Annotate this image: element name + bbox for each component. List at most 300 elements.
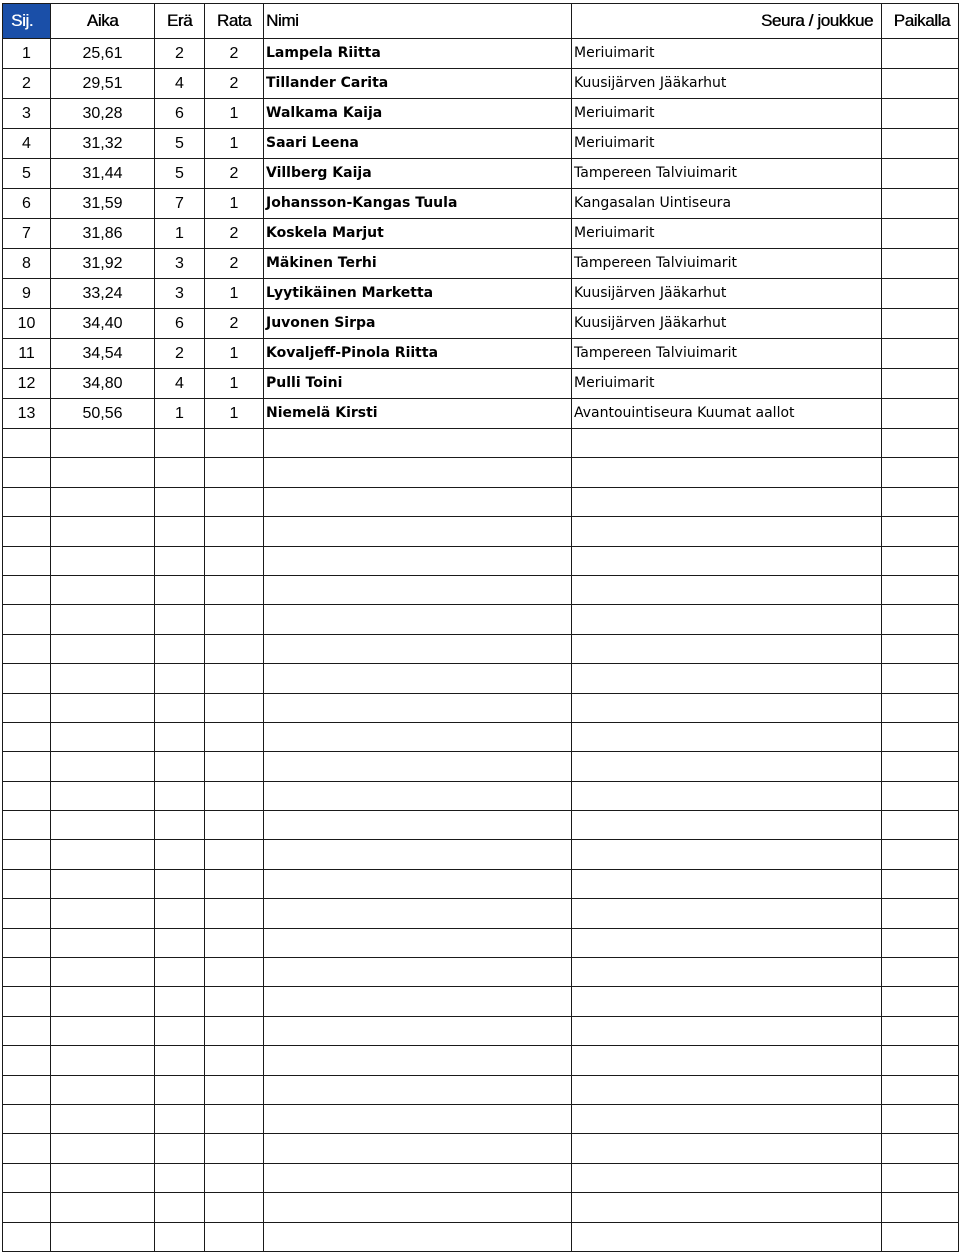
empty-cell[interactable] xyxy=(205,1075,264,1104)
cell-seura: Meriuimarit xyxy=(572,129,882,159)
cell-rata: 1 xyxy=(205,369,264,399)
empty-cell[interactable] xyxy=(572,899,882,928)
empty-row xyxy=(3,693,959,722)
empty-cell[interactable] xyxy=(3,1193,51,1222)
empty-row xyxy=(3,546,959,575)
cell-rata: 2 xyxy=(205,219,264,249)
empty-cell[interactable] xyxy=(882,1163,959,1192)
table-row xyxy=(3,339,959,369)
empty-row xyxy=(3,840,959,869)
empty-cell[interactable] xyxy=(572,1104,882,1133)
cell-era: 5 xyxy=(155,129,205,159)
empty-cell[interactable] xyxy=(882,781,959,810)
empty-cell[interactable] xyxy=(3,1046,51,1075)
empty-cell[interactable] xyxy=(264,487,572,516)
cell-rata: 1 xyxy=(205,129,264,159)
empty-cell[interactable] xyxy=(3,605,51,634)
empty-cell[interactable] xyxy=(264,958,572,987)
cell-aika: 34,54 xyxy=(51,339,155,369)
empty-cell[interactable] xyxy=(155,1193,205,1222)
empty-cell[interactable] xyxy=(264,722,572,751)
table-row xyxy=(3,279,959,309)
table-row xyxy=(3,129,959,159)
empty-cell[interactable] xyxy=(264,1104,572,1133)
empty-cell[interactable] xyxy=(205,752,264,781)
empty-row xyxy=(3,1016,959,1045)
empty-cell[interactable] xyxy=(572,987,882,1016)
empty-cell[interactable] xyxy=(882,722,959,751)
empty-cell[interactable] xyxy=(572,429,882,458)
empty-cell[interactable] xyxy=(155,546,205,575)
empty-cell[interactable] xyxy=(205,811,264,840)
empty-cell[interactable] xyxy=(572,546,882,575)
empty-cell[interactable] xyxy=(572,722,882,751)
empty-cell[interactable] xyxy=(572,1134,882,1163)
cell-paikalla[interactable] xyxy=(882,189,959,219)
empty-cell[interactable] xyxy=(155,722,205,751)
empty-cell[interactable] xyxy=(51,605,155,634)
empty-cell[interactable] xyxy=(155,664,205,693)
table-row xyxy=(3,159,959,189)
empty-cell[interactable] xyxy=(205,693,264,722)
cell-paikalla[interactable] xyxy=(882,99,959,129)
empty-row xyxy=(3,1134,959,1163)
empty-cell[interactable] xyxy=(155,958,205,987)
empty-row xyxy=(3,1104,959,1133)
empty-cell[interactable] xyxy=(572,1193,882,1222)
empty-cell[interactable] xyxy=(3,781,51,810)
cell-sij: 12 xyxy=(3,369,51,399)
cell-seura: Meriuimarit xyxy=(572,219,882,249)
empty-row xyxy=(3,458,959,487)
empty-cell[interactable] xyxy=(51,869,155,898)
empty-row xyxy=(3,987,959,1016)
empty-row xyxy=(3,517,959,546)
empty-cell[interactable] xyxy=(572,575,882,604)
empty-cell[interactable] xyxy=(572,752,882,781)
empty-cell[interactable] xyxy=(264,458,572,487)
empty-cell[interactable] xyxy=(572,605,882,634)
empty-cell[interactable] xyxy=(205,634,264,663)
cell-paikalla[interactable] xyxy=(882,369,959,399)
empty-cell[interactable] xyxy=(205,869,264,898)
results-body xyxy=(3,39,959,1252)
empty-cell[interactable] xyxy=(572,1046,882,1075)
empty-cell[interactable] xyxy=(51,546,155,575)
table-row xyxy=(3,399,959,429)
empty-cell[interactable] xyxy=(264,987,572,1016)
empty-cell[interactable] xyxy=(882,487,959,516)
cell-sij: 7 xyxy=(3,219,51,249)
empty-cell[interactable] xyxy=(572,1163,882,1192)
empty-cell[interactable] xyxy=(264,1016,572,1045)
empty-cell[interactable] xyxy=(264,1222,572,1251)
empty-cell[interactable] xyxy=(264,664,572,693)
empty-cell[interactable] xyxy=(155,811,205,840)
empty-cell[interactable] xyxy=(882,1104,959,1133)
cell-paikalla[interactable] xyxy=(882,219,959,249)
empty-cell[interactable] xyxy=(572,1222,882,1251)
empty-cell[interactable] xyxy=(51,1046,155,1075)
empty-cell[interactable] xyxy=(882,605,959,634)
empty-row xyxy=(3,1222,959,1251)
empty-row xyxy=(3,958,959,987)
cell-rata: 1 xyxy=(205,339,264,369)
empty-row xyxy=(3,575,959,604)
empty-cell[interactable] xyxy=(3,869,51,898)
empty-cell[interactable] xyxy=(264,1163,572,1192)
empty-cell[interactable] xyxy=(3,693,51,722)
table-row xyxy=(3,369,959,399)
cell-nimi: Johansson-Kangas Tuula xyxy=(264,189,572,219)
empty-cell[interactable] xyxy=(882,899,959,928)
cell-rata: 2 xyxy=(205,309,264,339)
empty-cell[interactable] xyxy=(264,928,572,957)
cell-era: 6 xyxy=(155,99,205,129)
empty-cell[interactable] xyxy=(572,811,882,840)
cell-nimi: Lampela Riitta xyxy=(264,39,572,69)
empty-cell[interactable] xyxy=(205,517,264,546)
empty-row xyxy=(3,429,959,458)
header-nimi: Nimi xyxy=(264,4,572,39)
empty-cell[interactable] xyxy=(882,811,959,840)
cell-era: 1 xyxy=(155,219,205,249)
empty-cell[interactable] xyxy=(572,634,882,663)
empty-cell[interactable] xyxy=(3,664,51,693)
cell-aika: 25,61 xyxy=(51,39,155,69)
empty-cell[interactable] xyxy=(3,546,51,575)
empty-cell[interactable] xyxy=(205,1134,264,1163)
empty-cell[interactable] xyxy=(205,840,264,869)
empty-cell[interactable] xyxy=(205,781,264,810)
empty-cell[interactable] xyxy=(51,1193,155,1222)
empty-cell[interactable] xyxy=(155,634,205,663)
header-seura: Seura / joukkue xyxy=(572,4,882,39)
empty-cell[interactable] xyxy=(882,958,959,987)
empty-cell[interactable] xyxy=(882,575,959,604)
cell-seura: Kangasalan Uintiseura xyxy=(572,189,882,219)
empty-cell[interactable] xyxy=(155,1046,205,1075)
header-era: Erä xyxy=(155,4,205,39)
empty-cell[interactable] xyxy=(205,575,264,604)
empty-cell[interactable] xyxy=(3,1222,51,1251)
empty-row xyxy=(3,487,959,516)
empty-cell[interactable] xyxy=(155,487,205,516)
empty-cell[interactable] xyxy=(205,987,264,1016)
empty-cell[interactable] xyxy=(155,1016,205,1045)
empty-cell[interactable] xyxy=(155,458,205,487)
cell-paikalla[interactable] xyxy=(882,279,959,309)
empty-cell[interactable] xyxy=(882,458,959,487)
empty-cell[interactable] xyxy=(205,1016,264,1045)
empty-cell[interactable] xyxy=(155,752,205,781)
empty-cell[interactable] xyxy=(3,429,51,458)
empty-cell[interactable] xyxy=(51,781,155,810)
empty-cell[interactable] xyxy=(3,722,51,751)
table-row xyxy=(3,99,959,129)
empty-cell[interactable] xyxy=(264,869,572,898)
cell-rata: 1 xyxy=(205,99,264,129)
empty-cell[interactable] xyxy=(205,722,264,751)
empty-cell[interactable] xyxy=(155,1163,205,1192)
empty-cell[interactable] xyxy=(51,811,155,840)
cell-nimi: Lyytikäinen Marketta xyxy=(264,279,572,309)
empty-cell[interactable] xyxy=(882,987,959,1016)
empty-cell[interactable] xyxy=(155,605,205,634)
empty-cell[interactable] xyxy=(572,458,882,487)
cell-aika: 33,24 xyxy=(51,279,155,309)
empty-cell[interactable] xyxy=(155,1104,205,1133)
empty-cell[interactable] xyxy=(882,546,959,575)
empty-cell[interactable] xyxy=(51,1163,155,1192)
empty-cell[interactable] xyxy=(882,1075,959,1104)
cell-seura: Avantouintiseura Kuumat aallot xyxy=(572,399,882,429)
empty-cell[interactable] xyxy=(51,517,155,546)
cell-rata: 2 xyxy=(205,39,264,69)
empty-cell[interactable] xyxy=(205,1046,264,1075)
cell-seura: Meriuimarit xyxy=(572,39,882,69)
empty-cell[interactable] xyxy=(205,546,264,575)
empty-cell[interactable] xyxy=(882,1016,959,1045)
empty-cell[interactable] xyxy=(3,958,51,987)
empty-cell[interactable] xyxy=(882,752,959,781)
empty-cell[interactable] xyxy=(51,840,155,869)
empty-cell[interactable] xyxy=(572,1075,882,1104)
results-table xyxy=(2,3,959,1252)
empty-cell[interactable] xyxy=(51,958,155,987)
empty-cell[interactable] xyxy=(51,1075,155,1104)
cell-sij: 9 xyxy=(3,279,51,309)
empty-cell[interactable] xyxy=(155,899,205,928)
empty-cell[interactable] xyxy=(264,811,572,840)
empty-cell[interactable] xyxy=(155,987,205,1016)
empty-cell[interactable] xyxy=(3,899,51,928)
cell-paikalla[interactable] xyxy=(882,39,959,69)
cell-aika: 34,80 xyxy=(51,369,155,399)
empty-cell[interactable] xyxy=(882,693,959,722)
empty-cell[interactable] xyxy=(155,928,205,957)
cell-nimi: Tillander Carita xyxy=(264,69,572,99)
cell-paikalla[interactable] xyxy=(882,159,959,189)
empty-cell[interactable] xyxy=(572,487,882,516)
empty-cell[interactable] xyxy=(3,752,51,781)
empty-cell[interactable] xyxy=(264,899,572,928)
empty-cell[interactable] xyxy=(205,1222,264,1251)
cell-rata: 1 xyxy=(205,399,264,429)
empty-cell[interactable] xyxy=(264,840,572,869)
empty-cell[interactable] xyxy=(3,575,51,604)
empty-cell[interactable] xyxy=(205,429,264,458)
empty-cell[interactable] xyxy=(264,1134,572,1163)
empty-cell[interactable] xyxy=(572,693,882,722)
header-sij[interactable]: Sij. xyxy=(3,4,51,39)
cell-era: 2 xyxy=(155,39,205,69)
cell-paikalla[interactable] xyxy=(882,399,959,429)
empty-cell[interactable] xyxy=(264,1046,572,1075)
cell-seura: Kuusijärven Jääkarhut xyxy=(572,309,882,339)
empty-row xyxy=(3,1163,959,1192)
empty-row xyxy=(3,1046,959,1075)
empty-cell[interactable] xyxy=(3,1163,51,1192)
empty-row xyxy=(3,634,959,663)
empty-cell[interactable] xyxy=(882,1046,959,1075)
empty-cell[interactable] xyxy=(155,693,205,722)
empty-cell[interactable] xyxy=(572,781,882,810)
cell-era: 2 xyxy=(155,339,205,369)
cell-sij: 2 xyxy=(3,69,51,99)
empty-cell[interactable] xyxy=(205,1163,264,1192)
cell-nimi: Kovaljeff-Pinola Riitta xyxy=(264,339,572,369)
empty-cell[interactable] xyxy=(155,1134,205,1163)
cell-nimi: Koskela Marjut xyxy=(264,219,572,249)
empty-cell[interactable] xyxy=(51,664,155,693)
empty-cell[interactable] xyxy=(51,575,155,604)
cell-sij: 3 xyxy=(3,99,51,129)
empty-cell[interactable] xyxy=(155,517,205,546)
empty-cell[interactable] xyxy=(205,1104,264,1133)
empty-cell[interactable] xyxy=(205,458,264,487)
cell-rata: 1 xyxy=(205,279,264,309)
cell-paikalla[interactable] xyxy=(882,339,959,369)
empty-cell[interactable] xyxy=(3,1134,51,1163)
empty-cell[interactable] xyxy=(264,605,572,634)
cell-seura: Tampereen Talviuimarit xyxy=(572,339,882,369)
cell-paikalla[interactable] xyxy=(882,129,959,159)
cell-sij: 6 xyxy=(3,189,51,219)
cell-rata: 2 xyxy=(205,159,264,189)
empty-cell[interactable] xyxy=(264,634,572,663)
empty-cell[interactable] xyxy=(3,458,51,487)
empty-cell[interactable] xyxy=(882,1134,959,1163)
empty-cell[interactable] xyxy=(572,664,882,693)
empty-cell[interactable] xyxy=(51,722,155,751)
empty-cell[interactable] xyxy=(205,1193,264,1222)
empty-row xyxy=(3,722,959,751)
empty-cell[interactable] xyxy=(51,634,155,663)
empty-cell[interactable] xyxy=(264,429,572,458)
empty-cell[interactable] xyxy=(51,899,155,928)
empty-cell[interactable] xyxy=(264,575,572,604)
cell-era: 3 xyxy=(155,279,205,309)
empty-cell[interactable] xyxy=(51,987,155,1016)
cell-era: 6 xyxy=(155,309,205,339)
empty-cell[interactable] xyxy=(882,664,959,693)
cell-nimi: Mäkinen Terhi xyxy=(264,249,572,279)
empty-cell[interactable] xyxy=(155,575,205,604)
empty-cell[interactable] xyxy=(572,928,882,957)
empty-cell[interactable] xyxy=(264,1075,572,1104)
empty-cell[interactable] xyxy=(264,752,572,781)
cell-nimi: Niemelä Kirsti xyxy=(264,399,572,429)
cell-rata: 2 xyxy=(205,69,264,99)
empty-cell[interactable] xyxy=(51,1016,155,1045)
empty-cell[interactable] xyxy=(3,811,51,840)
empty-cell[interactable] xyxy=(205,899,264,928)
empty-cell[interactable] xyxy=(882,429,959,458)
empty-row xyxy=(3,781,959,810)
empty-cell[interactable] xyxy=(3,840,51,869)
cell-aika: 31,32 xyxy=(51,129,155,159)
empty-cell[interactable] xyxy=(205,928,264,957)
empty-cell[interactable] xyxy=(51,693,155,722)
empty-cell[interactable] xyxy=(155,869,205,898)
empty-row xyxy=(3,928,959,957)
empty-cell[interactable] xyxy=(205,605,264,634)
empty-cell[interactable] xyxy=(155,781,205,810)
empty-cell[interactable] xyxy=(572,958,882,987)
cell-aika: 50,56 xyxy=(51,399,155,429)
empty-cell[interactable] xyxy=(51,1222,155,1251)
empty-cell[interactable] xyxy=(264,517,572,546)
empty-cell[interactable] xyxy=(882,517,959,546)
empty-cell[interactable] xyxy=(264,693,572,722)
cell-paikalla[interactable] xyxy=(882,249,959,279)
empty-cell[interactable] xyxy=(3,987,51,1016)
empty-cell[interactable] xyxy=(155,1075,205,1104)
empty-cell[interactable] xyxy=(3,1016,51,1045)
cell-era: 5 xyxy=(155,159,205,189)
empty-cell[interactable] xyxy=(51,1134,155,1163)
empty-cell[interactable] xyxy=(882,869,959,898)
empty-cell[interactable] xyxy=(205,487,264,516)
empty-cell[interactable] xyxy=(155,840,205,869)
empty-cell[interactable] xyxy=(51,458,155,487)
empty-cell[interactable] xyxy=(882,928,959,957)
cell-sij: 8 xyxy=(3,249,51,279)
cell-sij: 4 xyxy=(3,129,51,159)
cell-paikalla[interactable] xyxy=(882,69,959,99)
cell-era: 7 xyxy=(155,189,205,219)
empty-cell[interactable] xyxy=(51,928,155,957)
empty-cell[interactable] xyxy=(155,1222,205,1251)
empty-cell[interactable] xyxy=(205,664,264,693)
empty-cell[interactable] xyxy=(51,1104,155,1133)
empty-cell[interactable] xyxy=(882,634,959,663)
cell-paikalla[interactable] xyxy=(882,309,959,339)
empty-cell[interactable] xyxy=(264,781,572,810)
empty-cell[interactable] xyxy=(205,958,264,987)
empty-cell[interactable] xyxy=(264,546,572,575)
empty-cell[interactable] xyxy=(51,429,155,458)
empty-row xyxy=(3,869,959,898)
empty-cell[interactable] xyxy=(882,1193,959,1222)
empty-row xyxy=(3,1193,959,1222)
cell-nimi: Saari Leena xyxy=(264,129,572,159)
cell-sij: 1 xyxy=(3,39,51,69)
empty-cell[interactable] xyxy=(51,752,155,781)
empty-cell[interactable] xyxy=(882,1222,959,1251)
empty-cell[interactable] xyxy=(3,1075,51,1104)
empty-cell[interactable] xyxy=(51,487,155,516)
empty-cell[interactable] xyxy=(3,634,51,663)
header-paikalla: Paikalla xyxy=(882,4,959,39)
cell-sij: 5 xyxy=(3,159,51,189)
empty-cell[interactable] xyxy=(572,517,882,546)
cell-seura: Tampereen Talviuimarit xyxy=(572,159,882,189)
cell-aika: 31,44 xyxy=(51,159,155,189)
header-rata: Rata xyxy=(205,4,264,39)
empty-cell[interactable] xyxy=(3,928,51,957)
empty-cell[interactable] xyxy=(882,840,959,869)
empty-cell[interactable] xyxy=(3,487,51,516)
empty-cell[interactable] xyxy=(572,1016,882,1045)
empty-cell[interactable] xyxy=(264,1193,572,1222)
empty-cell[interactable] xyxy=(3,517,51,546)
empty-cell[interactable] xyxy=(155,429,205,458)
empty-cell[interactable] xyxy=(3,1104,51,1133)
empty-cell[interactable] xyxy=(572,869,882,898)
empty-cell[interactable] xyxy=(572,840,882,869)
